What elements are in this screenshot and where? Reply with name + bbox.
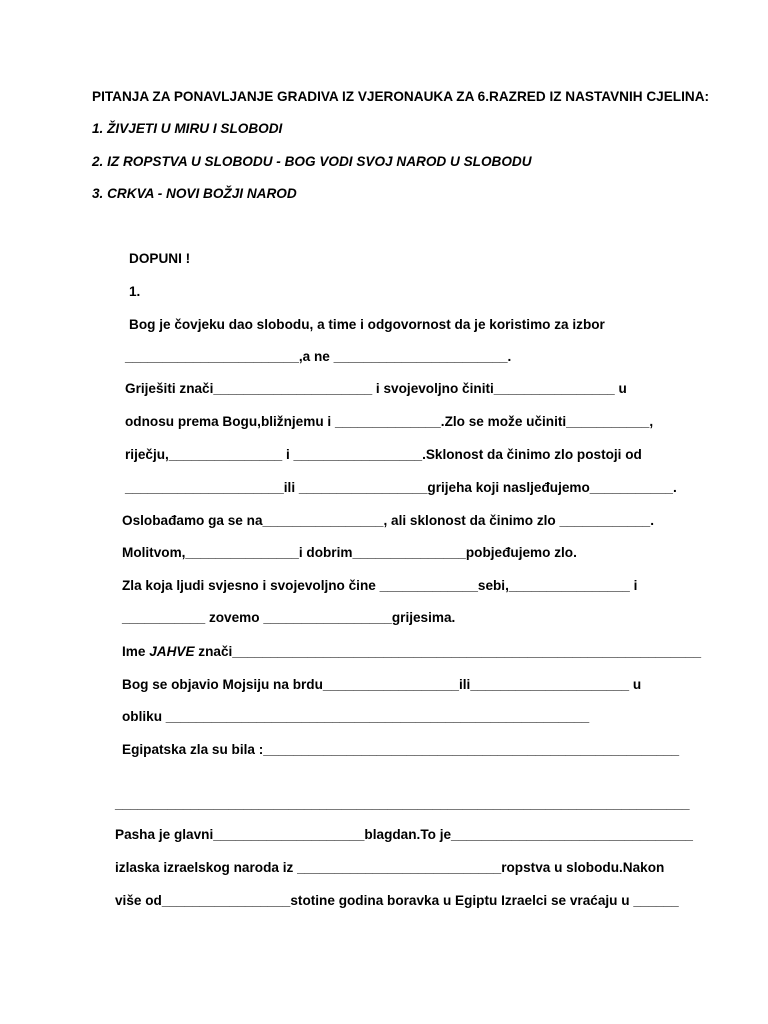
fill-line-1: Bog je čovjeku dao slobodu, a time i odgovornost da je koristimo za izbor bbox=[129, 317, 605, 332]
fill-line-3: Griješiti znači_____________________ i svojevoljno činiti________________ u bbox=[125, 381, 627, 396]
fill-line-11 bbox=[122, 643, 701, 661]
fill-line-12: Bog se objavio Mojsiju na brdu__________________ili_____________________ u bbox=[122, 677, 642, 692]
unit-2: 2. IZ ROPSTVA U SLOBODU - BOG VODI SVOJ NAROD U SLOBODU bbox=[92, 154, 532, 169]
fill-line-10: ___________ zovemo _________________grijesima. bbox=[122, 610, 456, 625]
fill-line-18: više od_________________stotine godina boravka u Egiptu Izraelci se vraćaju u ______ bbox=[115, 893, 679, 908]
fill-line-16: Pasha je glavni____________________blagdan.To je________________________________ bbox=[115, 827, 693, 842]
unit-1: 1. ŽIVJETI U MIRU I SLOBODI bbox=[92, 121, 283, 136]
fill-line-8: Molitvom,_______________i dobrim_______________pobjeđujemo zlo. bbox=[122, 545, 577, 560]
fill-line-6: _____________________ili _________________grijeha koji nasljeđujemo___________. bbox=[125, 480, 677, 495]
jahve-prefix: Ime bbox=[122, 644, 150, 659]
fill-line-14: Egipatska zla su bila :_______________________________________________________ bbox=[122, 742, 680, 757]
fill-line-5: riječju,_______________ i _________________.Sklonost da činimo zlo postoji od bbox=[125, 447, 642, 462]
jahve-suffix: znači______________________________________________________________ bbox=[194, 644, 702, 659]
fill-line-2: _______________________,a ne _______________________. bbox=[125, 349, 512, 364]
unit-3: 3. CRKVA - NOVI BOŽJI NAROD bbox=[92, 186, 297, 201]
worksheet-title: PITANJA ZA PONAVLJANJE GRADIVA IZ VJERONAUKA ZA 6.RAZRED IZ NASTAVNIH CJELINA: bbox=[92, 89, 710, 104]
section-heading: DOPUNI ! bbox=[129, 251, 191, 266]
jahve-word: JAHVE bbox=[149, 644, 195, 659]
fill-line-13: obliku ________________________________________________________ bbox=[122, 709, 590, 724]
fill-line-15: ____________________________________________________________________________ bbox=[115, 796, 690, 811]
fill-line-9: Zla koja ljudi svjesno i svojevoljno čine _____________sebi,________________ i bbox=[122, 578, 638, 593]
fill-line-17: izlaska izraelskog naroda iz ___________________________ropstva u slobodu.Nakon bbox=[115, 860, 665, 875]
question-number: 1. bbox=[129, 284, 141, 299]
fill-line-4: odnosu prema Bogu,bližnjemu i ______________.Zlo se može učiniti___________, bbox=[125, 414, 654, 429]
fill-line-7: Oslobađamo ga se na________________, ali sklonost da činimo zlo ____________. bbox=[122, 513, 654, 528]
